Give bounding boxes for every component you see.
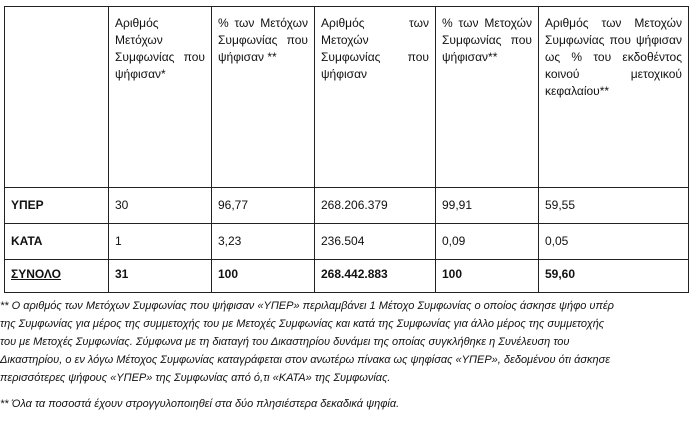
cell: 59,55 <box>539 188 689 224</box>
voting-results-table <box>4 6 689 293</box>
header-shares-voted: Αριθμός των Μετοχών Συμφωνίας που ψήφισαν <box>315 7 436 188</box>
cell: 268.206.379 <box>315 188 436 224</box>
footnotes <box>0 297 690 413</box>
header-shareholders-percent: % των Μετόχων Συμφωνίας που ψήφισαν ** <box>212 7 315 188</box>
cell: 0,05 <box>539 224 689 260</box>
cell: 59,60 <box>539 260 689 293</box>
cell: 236.504 <box>315 224 436 260</box>
table-row-total <box>5 260 689 293</box>
table-row-against <box>5 224 689 260</box>
row-label: ΚΑΤΑ <box>5 224 109 260</box>
header-empty <box>5 7 109 188</box>
header-shares-capital-percent: Αριθμός των Μετοχών Συμφωνίας που ψήφισαν ως % του εκδοθέντος κοινού μετοχικού κεφαλαίου** <box>539 7 689 188</box>
table-row-for <box>5 188 689 224</box>
cell: 1 <box>109 224 212 260</box>
row-label: ΣΥΝΟΛΟ <box>5 260 109 293</box>
footnote-1-line: περισσότερες ψήφους «ΥΠΕΡ» της Συμφωνίας από ό,τι «ΚΑΤΑ» της Συμφωνίας. <box>0 372 391 384</box>
cell: 99,91 <box>436 188 539 224</box>
footnote-1-line: ** Ο αριθμός των Μετόχων Συμφωνίας που ψήφισαν «ΥΠΕΡ» περιλαμβάνει 1 Μέτοχο Συμφωνίας ο οποίος άσκησε ψήφο υπέρ <box>0 300 614 312</box>
cell: 30 <box>109 188 212 224</box>
header-shareholders-voted: Αριθμός Μετόχων Συμφωνίας που ψήφισαν* <box>109 7 212 188</box>
cell: 100 <box>212 260 315 293</box>
table-header-row <box>5 7 689 188</box>
cell: 268.442.883 <box>315 260 436 293</box>
footnote-1-line: Δικαστηρίου, ο εν λόγω Μέτοχος Συμφωνίας καταγράφεται στον ανωτέρω πίνακα ως ψηφίσας «ΥΠΕΡ», δεδομένου ότι άσκησε <box>0 354 611 366</box>
row-label: ΥΠΕΡ <box>5 188 109 224</box>
footnote-2: ** Όλα τα ποσοστά έχουν στρογγυλοποιηθεί στα δύο πλησιέστερα δεκαδικά ψηφία. <box>0 398 400 410</box>
footnote-1-line: της Συμφωνίας για μέρος της συμμετοχής του με Μετοχές Συμφωνίας και κατά της Συμφωνίας για άλλο μέρος της συμμετοχής <box>0 318 605 330</box>
cell: 0,09 <box>436 224 539 260</box>
footnote-1-line: του με Μετοχές Συμφωνίας. Σύμφωνα με τη διαταγή του Δικαστηρίου δυνάμει της οποίας συγκλήθηκε η Συνέλευση του <box>0 336 570 348</box>
cell: 31 <box>109 260 212 293</box>
cell: 96,77 <box>212 188 315 224</box>
cell: 3,23 <box>212 224 315 260</box>
header-shares-percent: % των Μετοχών Συμφωνίας που ψήφισαν** <box>436 7 539 188</box>
cell: 100 <box>436 260 539 293</box>
